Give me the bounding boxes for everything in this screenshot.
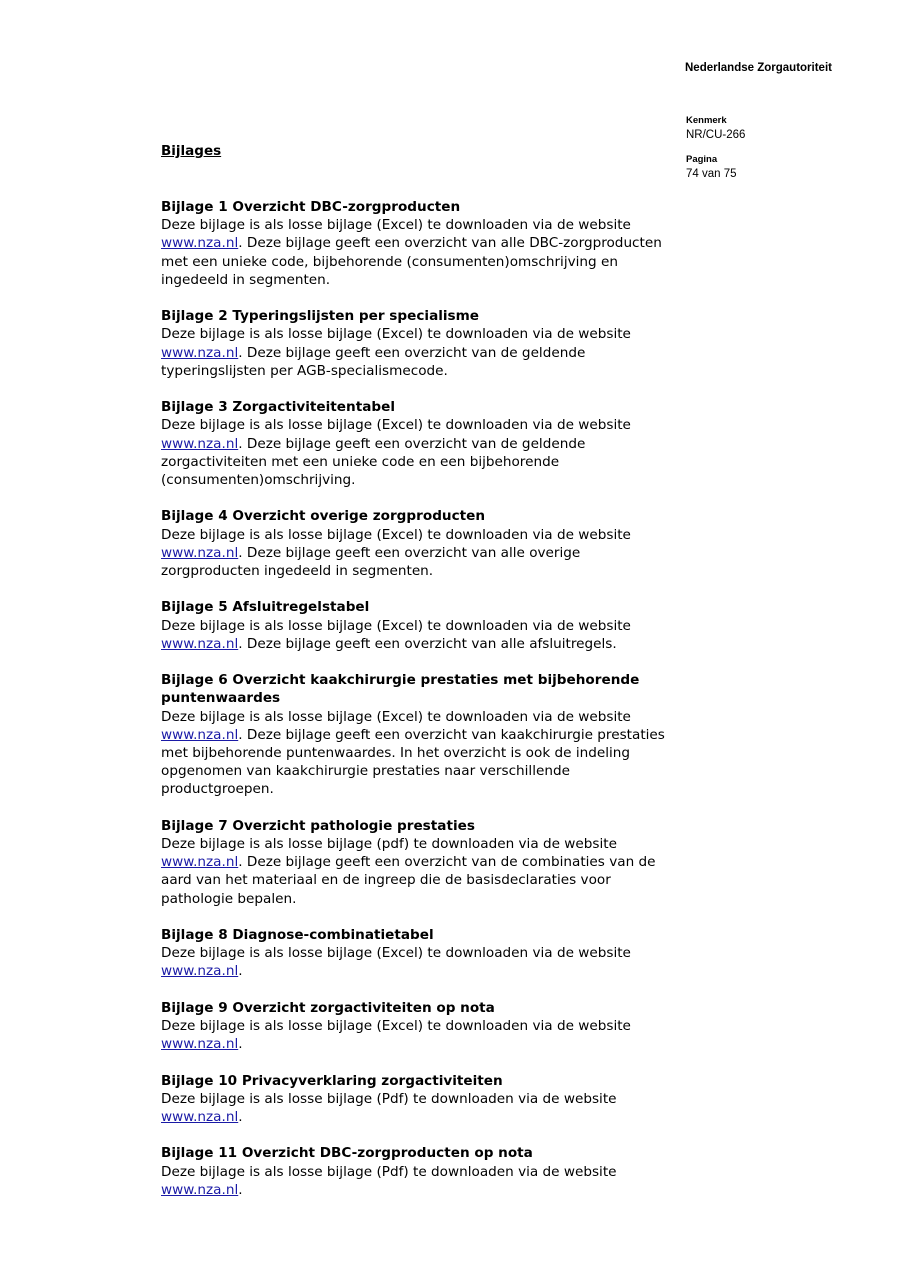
appendix-intro: Deze bijlage is als losse bijlage (pdf) te downloaden via de website [161,836,617,853]
appendix-intro: Deze bijlage is als losse bijlage (Pdf) te downloaden via de website [161,1090,617,1107]
nza-website-link[interactable]: www.nza.nl [161,854,239,871]
kenmerk-label: Kenmerk [686,115,727,126]
appendix-section [161,307,681,380]
appendix-intro: Deze bijlage is als losse bijlage (Excel) te downloaden via de website [161,526,631,543]
document-meta [686,114,745,182]
appendix-description [161,325,681,380]
appendix-heading: Bijlage 10 Privacyverklaring zorgactiviteiten [161,1072,503,1089]
appendix-section [161,1144,681,1199]
nza-website-link[interactable]: www.nza.nl [161,544,239,561]
appendix-heading: Bijlage 6 Overzicht kaakchirurgie prestaties met bijbehorende puntenwaardes [161,672,640,707]
nza-website-link[interactable]: www.nza.nl [161,1109,239,1126]
appendix-rest: . Deze bijlage geeft een overzicht van alle afsluitregels. [238,635,617,652]
appendix-section [161,198,681,289]
pagina-label: Pagina [686,154,718,165]
nza-website-link[interactable]: www.nza.nl [161,1181,239,1198]
appendix-section [161,507,681,580]
appendix-section [161,926,681,981]
appendix-intro: Deze bijlage is als losse bijlage (Excel) te downloaden via de website [161,1018,631,1035]
appendix-section [161,598,681,653]
appendix-description [161,1017,681,1053]
appendix-intro: Deze bijlage is als losse bijlage (Excel) te downloaden via de website [161,326,631,343]
appendix-intro: Deze bijlage is als losse bijlage (Pdf) te downloaden via de website [161,1163,617,1180]
appendix-rest: . Deze bijlage geeft een overzicht van de combinaties van de aard van het materiaal en de ingreep die de basisdeclaraties voor pathologie bepalen. [161,854,656,907]
organization-name: Nederlandse Zorgautoriteit [685,62,832,74]
appendix-heading: Bijlage 4 Overzicht overige zorgproducten [161,508,486,525]
appendix-description [161,416,681,489]
nza-website-link[interactable]: www.nza.nl [161,726,239,743]
appendix-description [161,526,681,581]
appendix-intro: Deze bijlage is als losse bijlage (Excel) te downloaden via de website [161,217,631,234]
appendix-heading: Bijlage 3 Zorgactiviteitentabel [161,399,395,416]
nza-website-link[interactable]: www.nza.nl [161,435,239,452]
appendix-section [161,671,681,798]
appendix-heading: Bijlage 1 Overzicht DBC-zorgproducten [161,199,461,215]
appendix-rest: . [238,1109,243,1126]
appendix-heading: Bijlage 9 Overzicht zorgactiviteiten op nota [161,999,495,1016]
appendix-intro: Deze bijlage is als losse bijlage (Excel) te downloaden via de website [161,417,631,434]
appendix-heading: Bijlage 5 Afsluitregelstabel [161,599,370,616]
appendix-heading: Bijlage 11 Overzicht DBC-zorgproducten op nota [161,1145,533,1162]
appendix-section [161,398,681,489]
appendix-section [161,1072,681,1127]
appendix-description [161,835,681,908]
nza-website-link[interactable]: www.nza.nl [161,963,239,980]
appendix-rest: . [238,1036,243,1053]
appendix-intro: Deze bijlage is als losse bijlage (Excel) te downloaden via de website [161,617,631,634]
appendix-description [161,1163,681,1199]
nza-website-link[interactable]: www.nza.nl [161,235,239,252]
appendix-description [161,617,681,653]
appendix-rest: . Deze bijlage geeft een overzicht van alle overige zorgproducten ingedeeld in segmenten. [161,544,581,580]
pagina-value: 74 van 75 [686,168,737,180]
appendix-rest: . Deze bijlage geeft een overzicht van de geldende typeringslijsten per AGB-specialismecode. [161,344,586,379]
appendix-description [161,944,681,980]
appendix-section [161,999,681,1054]
appendix-rest: . Deze bijlage geeft een overzicht van de geldende zorgactiviteiten met een unieke code en een bijbehorende (consumenten)omschrijving. [161,435,586,489]
appendix-description [161,1090,681,1126]
nza-website-link[interactable]: www.nza.nl [161,344,239,361]
appendix-intro: Deze bijlage is als losse bijlage (Excel) te downloaden via de website [161,945,631,962]
nza-website-link[interactable]: www.nza.nl [161,635,239,652]
appendix-rest: . Deze bijlage geeft een overzicht van alle DBC-zorgproducten met een unieke code, bijbehorende (consumenten)omschrijving en ingedeeld in segmenten. [161,235,662,288]
appendix-description [161,708,681,799]
appendix-list [161,198,681,1217]
appendix-rest: . [238,963,243,980]
appendix-heading: Bijlage 2 Typeringslijsten per specialisme [161,308,480,325]
page-title: Bijlages [161,143,222,159]
appendix-rest: . [238,1181,243,1198]
appendix-section [161,817,681,908]
appendix-intro: Deze bijlage is als losse bijlage (Excel) te downloaden via de website [161,708,631,725]
appendix-heading: Bijlage 8 Diagnose-combinatietabel [161,927,434,944]
kenmerk-value: NR/CU-266 [686,129,746,141]
nza-website-link[interactable]: www.nza.nl [161,1036,239,1053]
appendix-rest: . Deze bijlage geeft een overzicht van kaakchirurgie prestaties met bijbehorende puntenwaardes. In het overzicht is ook de indeling opgenomen van kaakchirurgie prestaties naar verschillende productgroepen. [161,726,665,798]
appendix-heading: Bijlage 7 Overzicht pathologie prestaties [161,817,475,834]
appendix-description [161,216,681,289]
